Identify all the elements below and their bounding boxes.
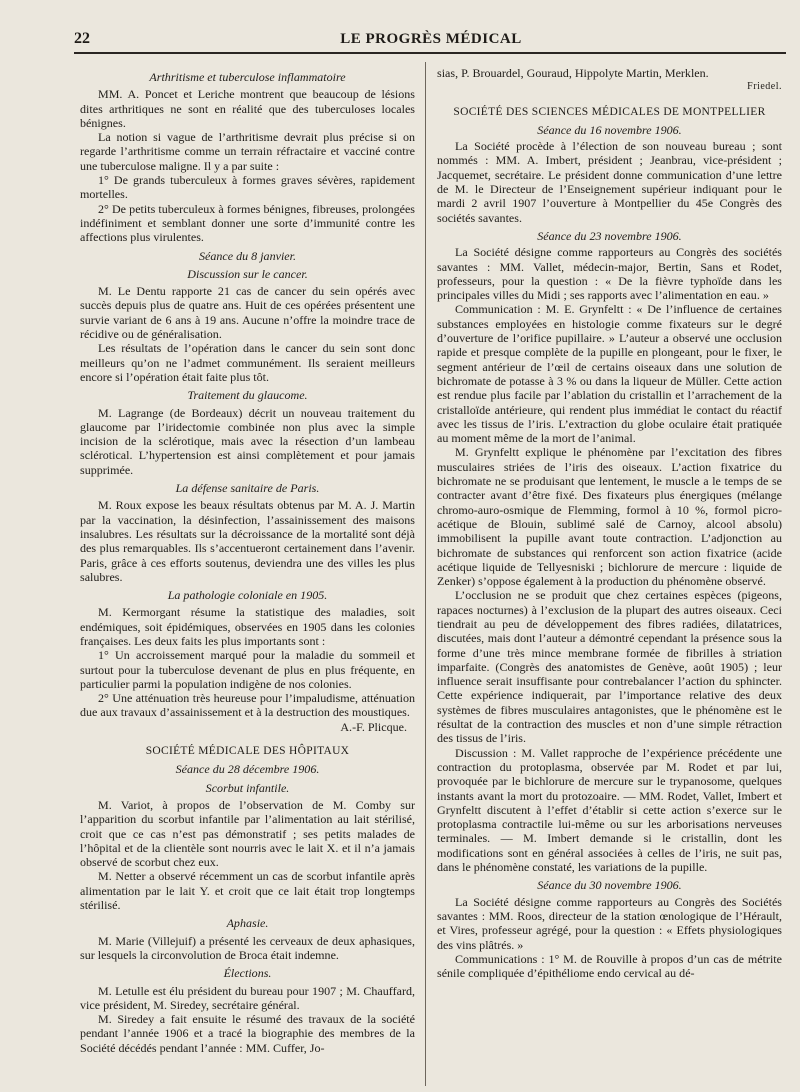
section-heading: Traitement du glaucome.: [187, 388, 308, 403]
paragraph: Discussion : M. Vallet rapproche de l’expérience précédente une contraction du protoplasma, observée par M. Rodet et par lui, provoquée par le bichlorure de mercure sur le trypanosome, quelques instants avant la mort du protozoaire. — MM. Rodet, Vallet, Imbert et Grynfeltt discutent à l’effet d’établir si cette action s’exerce sur le protoplasma contractile lui-même ou sur les arborisations nerveuses terminales. — M. Imbert demande si le cristallin, dont les modifications sont en général associées à celles de l’iris, ne suit pas, dans le phénomène constaté, les variations de la pupille.: [437, 745, 782, 875]
page-header: [74, 28, 786, 54]
session-date: Séance du 30 novembre 1906.: [537, 878, 682, 893]
section-heading: La pathologie coloniale en 1905.: [167, 588, 328, 603]
paragraph: La notion si vague de l’arthritisme devrait plus précise si on regarde l’arthritisme comme un terrain réfractaire et vacciné contre une tuberculose maligne. Il y a par suite :: [80, 130, 415, 173]
paragraph: 1° Un accroissement marqué pour la maladie du sommeil et surtout pour la tuberculose devenant de plus en plus fréquente, en particulier parmi la population indigène de nos colonies.: [80, 648, 415, 691]
session-date: Séance du 8 janvier.: [198, 248, 297, 263]
author-signature: Friedel.: [747, 81, 782, 93]
society-heading: SOCIÉTÉ DES SCIENCES MÉDICALES DE MONTPELLIER: [453, 105, 766, 118]
paragraph: M. Le Dentu rapporte 21 cas de cancer du sein opérés avec succès depuis plus de quatre ans. Huit de ces opérées présentent une survie variant de 6 ans à 19 ans. Aucune n’offre la moindre trace de récidive ou de généralisation.: [80, 284, 415, 342]
paragraph: M. Grynfeltt explique le phénomène par l’excitation des fibres musculaires striées de l’iris des oiseaux. L’action fixatrice du bichromate ne se produisant que lentement, le muscle a le temps de se contracter avant d’être fixé. Des fixateurs plus énergiques (mélange chromo-auro-osmique de Flemming, formol à 10 %, formol picro-acétique de Blouin, sublimé salé de Carnoy, alcool absolu) immobilisent la pupille avant toute contraction. L’adjonction au bichromate de substances qui renforcent son action fixatrice (acide acétique liquide de Tellyesniski ; bichlorure de mercure : liquide de Zenker) s’oppose également à la production du phénomène observé.: [437, 445, 782, 589]
session-date: Séance du 28 décembre 1906.: [175, 762, 320, 777]
session-date: Séance du 16 novembre 1906.: [537, 122, 682, 137]
paragraph: M. Kermorgant résume la statistique des maladies, soit endémiques, soit épidémiques, observées en 1905 dans les colonies françaises. Les deux faits les plus importants sont :: [80, 605, 415, 648]
section-heading: Arthritisme et tuberculose inflammatoire: [149, 70, 346, 84]
author-signature: A.-F. Plicque.: [340, 719, 407, 734]
paragraph: M. Netter a observé récemment un cas de scorbut infantile après alimentation par le lait Y. et croit que ce lait était trop longtemps stérilisé.: [80, 869, 415, 913]
paragraph: 2° Une atténuation très heureuse pour l’impaludisme, atténuation due aux travaux d’assainissement et à la destruction des moustiques.: [80, 691, 415, 720]
section-heading: Discussion sur le cancer.: [187, 266, 308, 281]
section-heading: Aphasie.: [226, 916, 269, 931]
paragraph: Les résultats de l’opération dans le cancer du sein sont donc meilleurs qu’on ne l’admet communément. Ils seraient meilleurs encore si l’opération était faite plus tôt.: [80, 341, 415, 384]
section-heading: Élections.: [223, 966, 272, 981]
paragraph: Communication : M. E. Grynfeltt : « De l’influence de certaines substances employées en histologie comme fixateurs sur le degré d’ouverture de l’orifice pupillaire. » L’auteur a observé une occlusion rapide et presque complète de la pupille en plongeant, pour le fixer, le segment antérieur de l’œil de certains oiseaux dans une solution de bichromate de potasse à 3 % ou dans la liqueur de Müller. Cette action est rendue plus facile par l’ablation du cristallin et l’arrachement de la cristalloïde antérieure, qui rendent plus immédiat le contact du réactif avec les tissus de l’iris. L’extraction du globe oculaire était pratiquée au moment même de la mort de l’animal.: [437, 302, 782, 446]
session-date: Séance du 23 novembre 1906.: [537, 228, 682, 243]
paragraph: M. Variot, à propos de l’observation de M. Comby sur l’apparition du scorbut infantile par l’alimentation au lait stérilisé, croit que ce cas n’est pas démonstratif ; ses petits malades de l’hôpital et de la clientèle sont nourris avec le lait X. et il n’a jamais observé de scorbut chez eux.: [80, 797, 415, 870]
section-heading: Scorbut infantile.: [205, 780, 290, 795]
paragraph: M. Siredey a fait ensuite le résumé des travaux de la société pendant l’année 1906 et a tracé la biographie des membres de la Société décédés pendant l’année : MM. Cuffer, Jo-: [80, 1012, 415, 1055]
page-number: 22: [74, 30, 90, 47]
paragraph: M. Letulle est élu président du bureau pour 1907 ; M. Chauffard, vice président, M. Siredey, secrétaire général.: [80, 983, 415, 1012]
paragraph: M. Marie (Villejuif) a présenté les cerveaux de deux aphasiques, sur lesquels la circonvolution de Broca était indemne.: [80, 933, 415, 962]
paragraph: MM. A. Poncet et Leriche montrent que beaucoup de lésions dites arthritiques ne sont en réalité que des tuberculoses locales bénignes.: [80, 87, 415, 130]
paragraph: sias, P. Brouardel, Gouraud, Hippolyte Martin, Merklen.: [437, 66, 709, 80]
paragraph: M. Lagrange (de Bordeaux) décrit un nouveau traitement du glaucome par l’iridectomie combinée non plus avec la simple incision de la sclérotique, mais avec la résection d’un lambeau sclérotical. L’hypertension est ainsi complètement et pour jamais supprimée.: [80, 405, 415, 477]
left-column: [80, 66, 415, 1086]
right-column: [437, 66, 782, 1086]
section-heading: La défense sanitaire de Paris.: [175, 481, 320, 496]
paragraph: M. Roux expose les beaux résultats obtenus par M. A. J. Martin par la vaccination, la désinfection, l’assainissement des maisons insalubres. Les résultats sur la décroissance de la mortalité sont déjà des plus remarquables. Ils s’accentueront certainement dans l’avenir. Paris, grâce à ces efforts soutenus, deviendra une des villes les plus salubres.: [80, 498, 415, 584]
column-divider: [425, 62, 426, 1086]
paragraph: Communications : 1° M. de Rouville à propos d’un cas de métrite sénile compliquée d’épithéliome endo cervical au dé-: [437, 951, 782, 981]
paragraph: La Société désigne comme rapporteurs au Congrès des sociétés savantes : MM. Vallet, médecin-major, Bertin, Sans et Rodet, professeurs, pour la question : « De la fièvre typhoïde dans les principales villes du Midi ; ses rapports avec l’alimentation en eau. »: [437, 245, 782, 303]
society-heading: SOCIÉTÉ MÉDICALE DES HÔPITAUX: [145, 745, 350, 758]
paragraph: 1° De grands tuberculeux à formes graves sévères, rapidement mortelles.: [80, 173, 415, 202]
paragraph: 2° De petits tuberculeux à formes bénignes, fibreuses, prolongées indéfiniment et semblant donner une sorte d’immunité contre les affections plus virulentes.: [80, 201, 415, 245]
paragraph: L’occlusion ne se produit que chez certaines espèces (pigeons, rapaces nocturnes) à l’exclusion de la plupart des autres oiseaux. Ceci tiendrait au peu de développement des fibres radiées, dilatatrices, discutées, mais dont l’auteur a démontré cependant la présence sous la forme d’une très mince membrane formée de fibrilles à striation imparfaite. (Congrès des anatomistes de Genève, août 1905) ; leur influence serait insuffisante pour contrebalancer l’action du sphincter. Cette expérience indiquerait, par l’importance relative des deux systèmes de fibres musculaires antagonistes, que le phénomène est le résultat de la contraction des muscles et non d’une simple rétraction des tissus de l’iris.: [437, 588, 782, 746]
paragraph: La Société désigne comme rapporteurs au Congrès des Sociétés savantes : MM. Roos, directeur de la station œnologique de l’Hérault, et Vires, professeur agrégé, pour la question : « Effets physiologiques des vins plâtrés. »: [437, 894, 782, 952]
journal-title: LE PROGRÈS MÉDICAL: [340, 30, 522, 47]
paragraph: La Société procède à l’élection de son nouveau bureau ; sont nommés : MM. A. Imbert, président ; Jeanbrau, vice-président ; Jacquemet, secrétaire. Le président donne communication d’une lettre de M. le Directeur de l’Enseignement supérieur indiquant pour le mardi 2 avril 1907 l’ouverture à Montpellier du 45e Congrès des sociétés savantes.: [437, 139, 782, 225]
